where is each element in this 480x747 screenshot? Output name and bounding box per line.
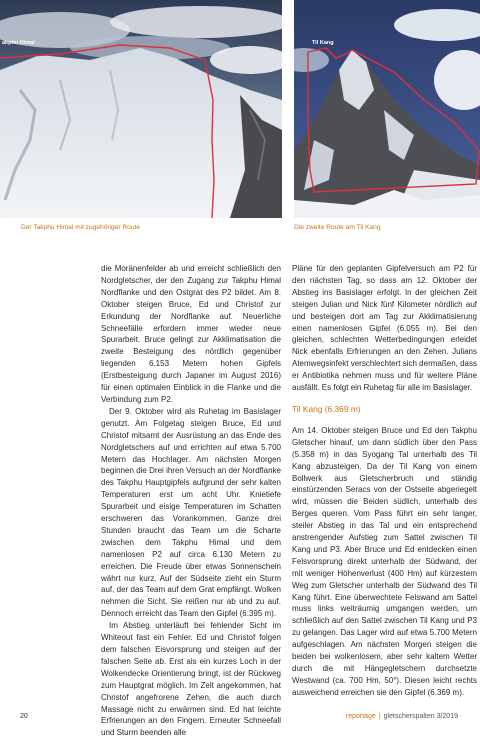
caption-right: Die zweite Route am Til Kang (294, 224, 381, 231)
footer-masthead (346, 713, 458, 720)
photo-label-takphu: akphu Himal (2, 40, 35, 46)
text-column-left (101, 263, 281, 739)
til-kang-photo (294, 0, 480, 218)
paragraph: Pläne für den geplanten Gipfelversuch am P2 für den nächsten Tag, so dass am 12. Oktober der Abstieg ins Basislager erfolgt. In der gleichen Zeit steigen Julian und Nick fünf Kilometer nördlich auf und besteigen dort am Tag zur Akklimatisierung einen namenlosen Gipfel (6.055 m). Bei den gleichen, schlechten Wetterbedingungen erleidet Nick ebenfalls Erfrierungen an den Zehen. Julians Atemwegsinfekt verschlechtert sich dermaßen, dass er Antibiotika nehmen muss und für weitere Pläne ausfällt. Es folgt ein Ruhetag für alle im Basislager. (292, 264, 477, 393)
paragraph: Der 9. Oktober wird als Ruhetag im Basislager genutzt. Am Folgetag steigen Bruce, Ed und Christof mitsamt der Ausrüstung an das Ende des Nordgletschers auf und errichten auf etwa 5.700 Metern das Hochlager. Am nächsten Morgen beginnen die Drei ihren Versuch an der Nordflanke des Takphu Hauptgipfels aufgrund der sehr kalten Temperaturen erst um acht Uhr. Knietiefe Spurarbeit und eisige Temperaturen im Schatten erschweren das Vorankommen. Ganze drei Stunden braucht das Team um die Scharte zwischen dem Takphu Himal und dem namenlosen P2 auf circa 6.130 Metern zu erreichen. Die Freude über etwas Sonnenschein währt nur kurz. Auf der Südseite zieht ein Sturm auf, der das Team auf dem Grat empfängt. Wolken nehmen die Sicht. Sie reißen nur ab und zu auf. Dennoch erreicht das Team den Gipfel (6.395 m). (101, 406, 281, 619)
footer-section: reportage (345, 713, 376, 720)
text-column-right (292, 263, 477, 699)
til-kang-image (294, 0, 480, 218)
footer-magazine: gletscherspalten 3/2019 (383, 713, 458, 720)
paragraph: die Moränenfelder ab und erreicht schließlich den Nordgletscher, der den Zugang zur Takphu Himal Nordflanke und den Ostgrat des P2 bildet. Am 8. Oktober steigen Bruce, Ed und Christof zur Erkundung der Nordflanke auf. Neuerliche Schneefälle erfordern immer wieder neue Spurarbeit. Bruce gelingt zur Akklimatisation die zweite Besteigung des nördlich gegenüber liegenden 6.153 Metern hohen Gipfels (Erstbesteigung durch Japaner im August 2016) für einen optimalen Einblick in die Flanke und die Verbindung zum P2. (101, 264, 281, 404)
caption-left: Der Takphu Himal mit zugehöriger Route (21, 224, 140, 231)
footer-separator: | (378, 713, 381, 720)
takphu-himal-image (0, 0, 282, 218)
takphu-himal-photo (0, 0, 282, 218)
paragraph: Im Abstieg unterläuft bei fehlender Sicht im Whiteout fast ein Fehler. Ed und Christof folgen dem falschen Eisvorsprung und steigen auf der falschen Seite ab. Erst als ein kurzes Loch in der Wolkendecke Orientierung bringt, ist der Rückweg zum Hauptgrat möglich. Im Zelt angekommen, hat Christof angefrorene Zehen, die auch durch Massage nicht zu erwärmen sind. Ed hat leichte Erfrierungen an den Fingern. Erneuter Schneefall und Sturm beenden alle (101, 621, 281, 738)
photo-label-til-kang: Til Kang (312, 40, 334, 46)
page-number: 20 (20, 713, 28, 720)
paragraph: Am 14. Oktober steigen Bruce und Ed den Takphu Gletscher hinauf, um dann südlich über den Pass (5.358 m) in das Syogang Tal unterhalb des Til Kang abzusteigen. Da der Til Kang von einem Bollwerk aus Gletscherbruch und ständig einstürzenden Seracs von der Ostseite abgeriegelt wird, müssen die Beiden südlich, unterhalb des Berges queren. Vom Pass führt ein sehr langer, steiler Abstieg in das Tal und ein entsprechend anstrengender Aufstieg zum Sattel zwischen Til Kang und P3. Aber Bruce und Ed entdecken einen Felsvorsprung direkt unterhalb der Südwand, der mit weniger Höhenverlust (400 Hm) auf kürzestem Weg zum Gletscher unterhalb der Südwand des Til Kang führt. Eine überwechtete Felswand am Sattel muss links weiträumig umgangen werden, um schließlich auf den Sattel zwischen Til Kang und P3 zu gelangen. Das Lager wird auf etwa 5.700 Metern aufgeschlagen. Am nächsten Morgen steigen die beiden bei wolkenlosem, aber sehr kaltem Wetter durch die mit Hängegletschern durchsetzte Westwand (ca. 700 Hm, 50°). Diesen leicht rechts ausweichend erreichen sie den Gipfel (6.369 m). (292, 425, 477, 697)
section-heading: Til Kang (6.369 m) (292, 403, 361, 414)
